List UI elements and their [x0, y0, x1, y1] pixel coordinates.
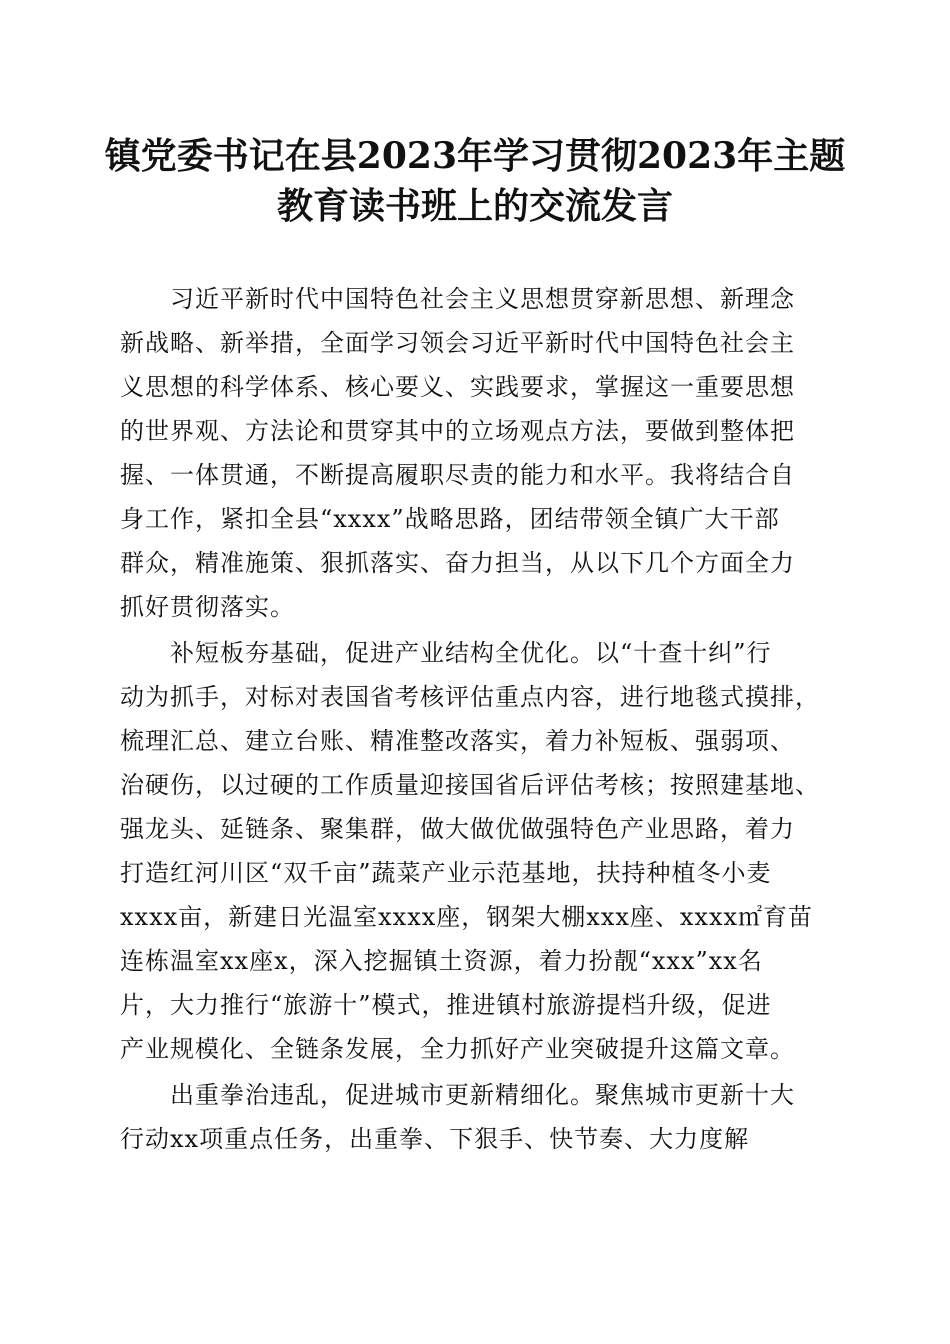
body-line: 梳理汇总、建立台账、精准整改落实，着力补短板、强弱项、: [120, 727, 795, 755]
body-line: 抓好贯彻落实。: [120, 593, 295, 621]
body-line: 片，大力推行“旅游十”模式，推进镇村旅游提档升级，促进: [120, 991, 772, 1019]
body-line: 行动xx项重点任务，出重拳、下狠手、快节奏、大力度解: [120, 1125, 750, 1153]
body-line: 动为抓手，对标对表国省考核评估重点内容，进行地毯式摸排，: [120, 683, 820, 711]
body-line: 义思想的科学体系、核心要义、实践要求，掌握这一重要思想: [120, 373, 795, 401]
body-line: 握、一体贯通，不断提高履职尽责的能力和水平。我将结合自: [120, 461, 795, 489]
body-line: 打造红河川区“双千亩”蔬菜产业示范基地，扶持种植冬小麦: [120, 859, 772, 887]
body-line: 治硬伤，以过硬的工作质量迎接国省后评估考核；按照建基地、: [120, 771, 820, 799]
document-title-line-1: 镇党委书记在县2023年学习贯彻2023年主题: [104, 135, 846, 177]
body-line: 习近平新时代中国特色社会主义思想贯穿新思想、新理念: [170, 285, 795, 313]
body-line: 强龙头、延链条、聚集群，做大做优做强特色产业思路，着力: [120, 815, 795, 843]
body-line: 新战略、新举措，全面学习领会习近平新时代中国特色社会主: [120, 329, 795, 357]
body-line: 群众，精准施策、狠抓落实、奋力担当，从以下几个方面全力: [120, 549, 795, 577]
body-line: 连栋温室xx座x，深入挖掘镇土资源，着力扮靓“xxx”xx名: [120, 947, 763, 975]
body-line: 的世界观、方法论和贯穿其中的立场观点方法，要做到整体把: [120, 417, 795, 445]
body-line: 补短板夯基础，促进产业结构全优化。以“十查十纠”行: [170, 639, 772, 667]
body-line: 产业规模化、全链条发展，全力抓好产业突破提升这篇文章。: [120, 1035, 795, 1063]
document-title-line-2: 教育读书班上的交流发言: [276, 185, 673, 227]
body-line: 身工作，紧扣全县“xxxx”战略思路，团结带领全镇广大干部: [120, 505, 780, 533]
body-line: 出重拳治违乱，促进城市更新精细化。聚焦城市更新十大: [170, 1081, 795, 1109]
body-line: xxxx亩，新建日光温室xxxx座，钢架大棚xxx座、xxxx㎡育苗: [120, 903, 814, 931]
